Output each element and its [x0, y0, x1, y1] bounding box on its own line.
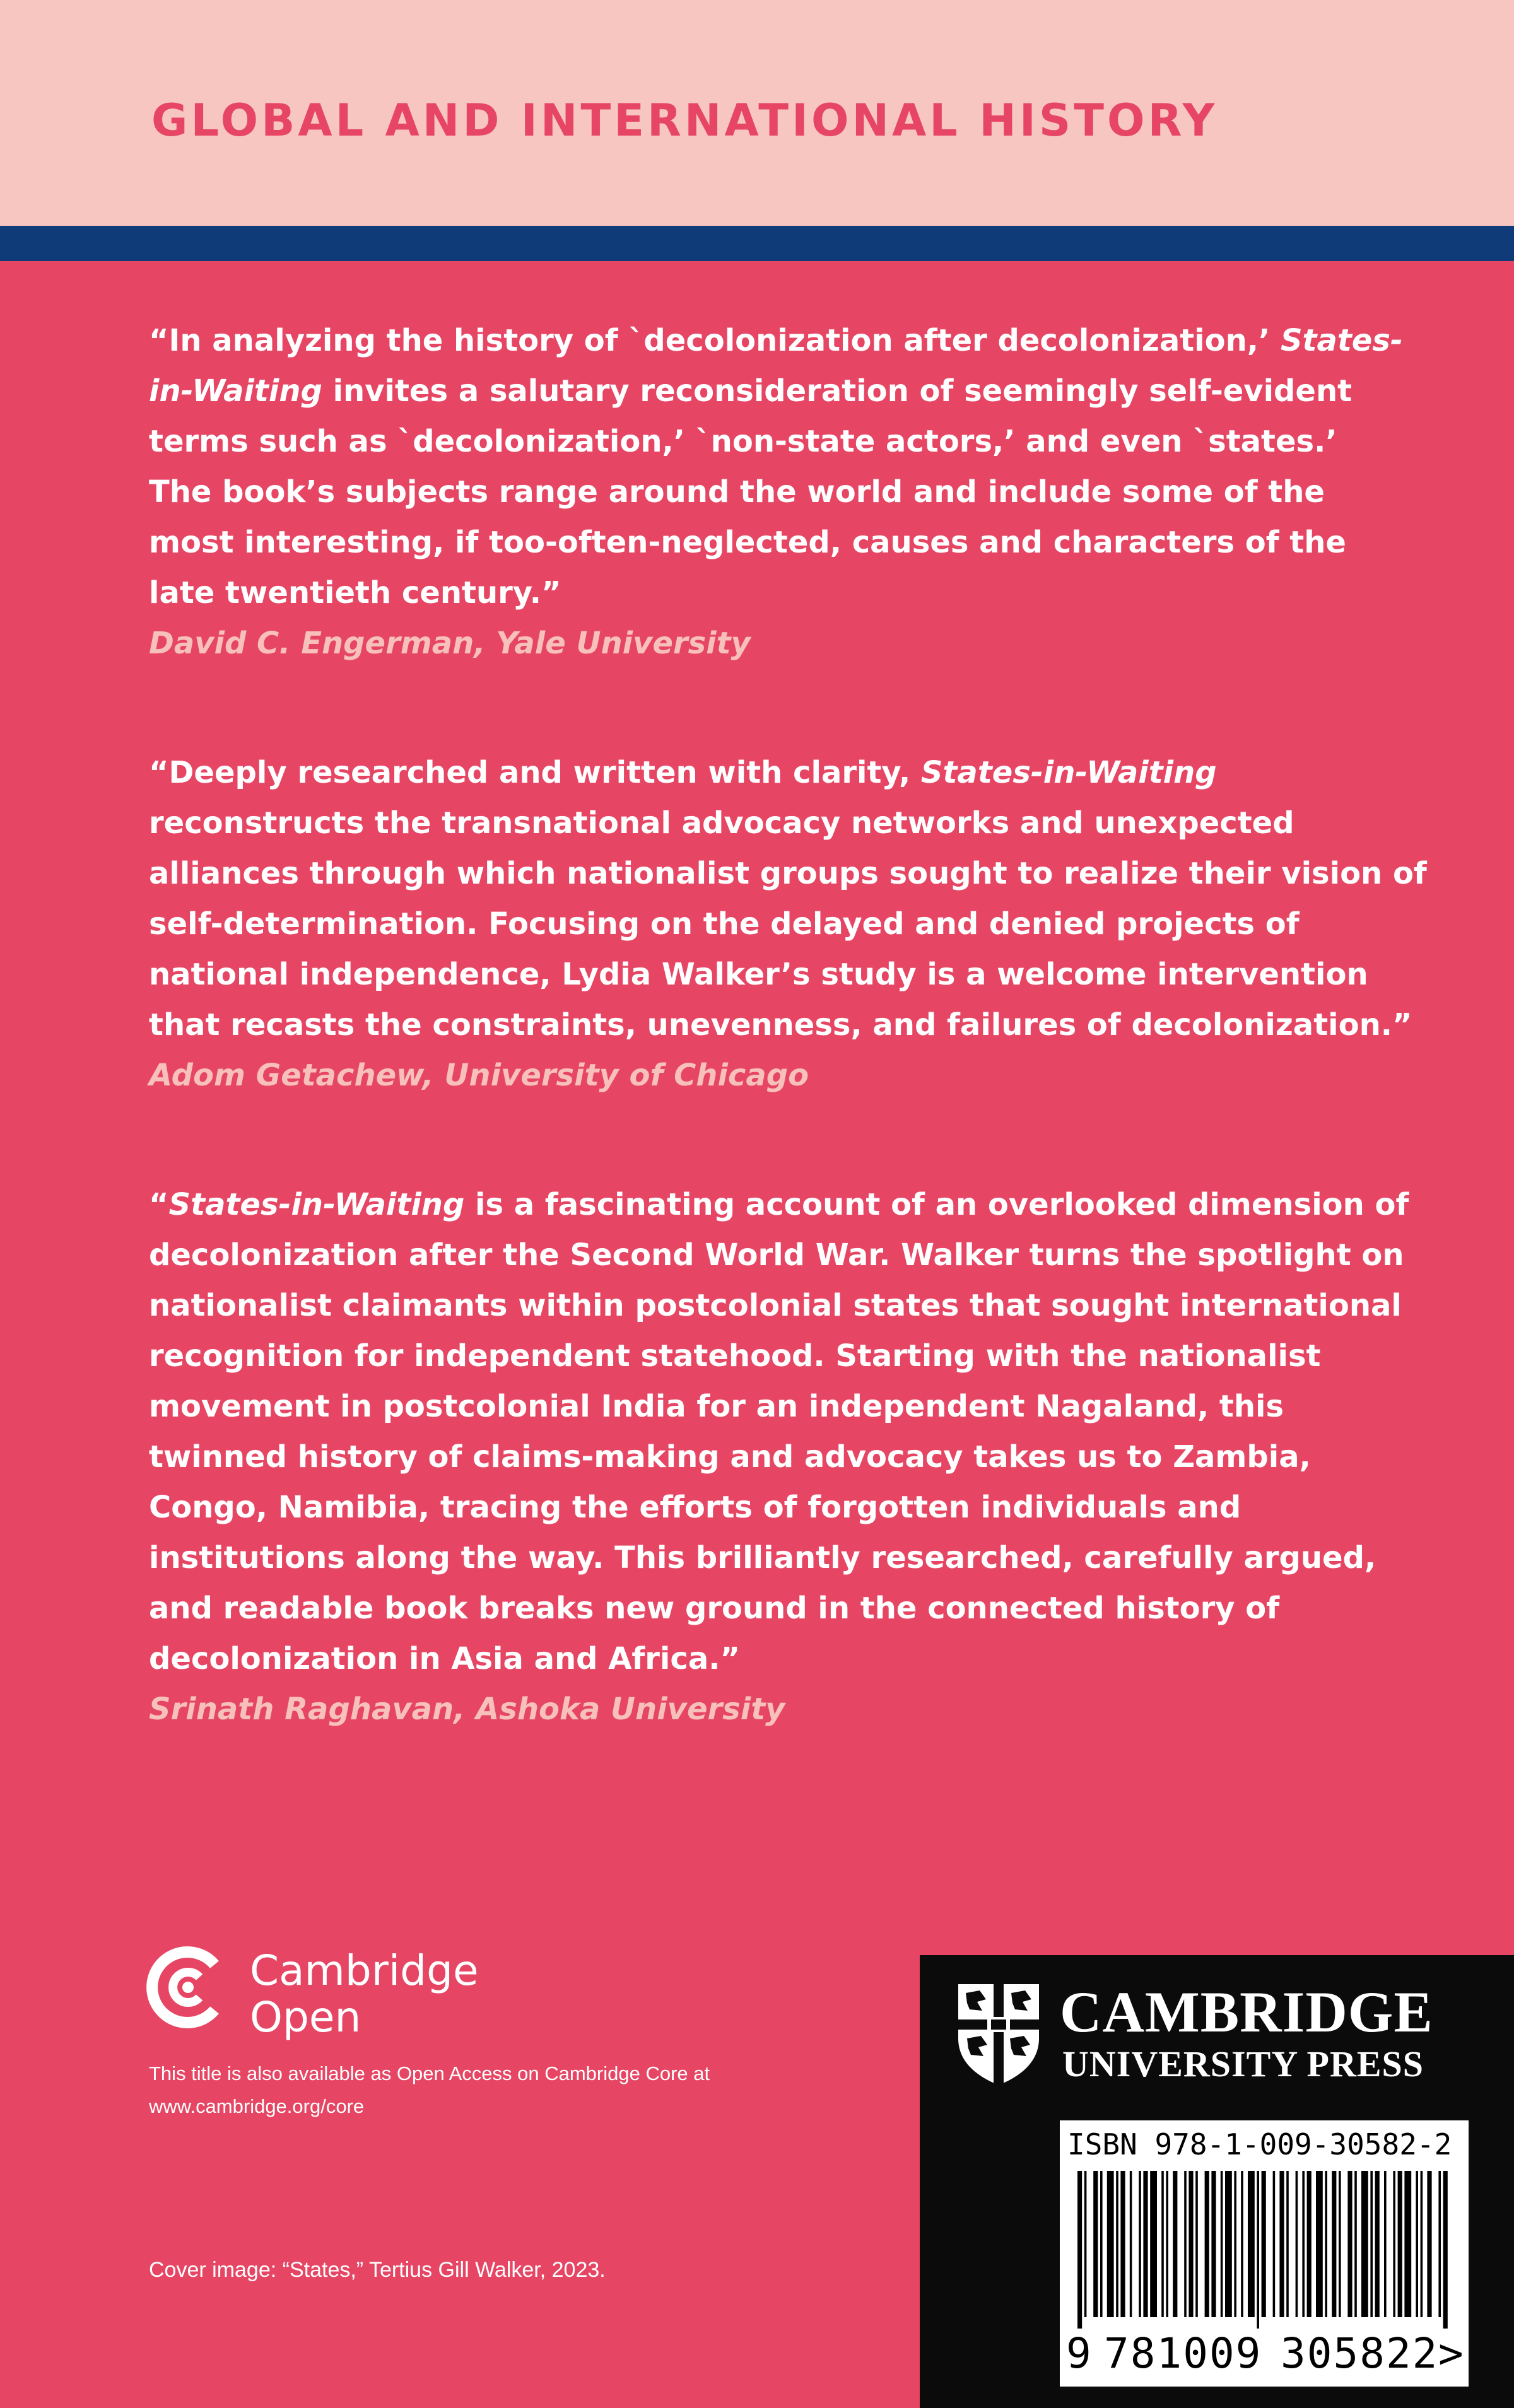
- isbn-label: ISBN 978-1-009-30582-2: [1067, 2127, 1452, 2161]
- barcode-bar: [1347, 2171, 1352, 2317]
- barcode-bar: [1421, 2171, 1423, 2317]
- barcode-bar: [1107, 2171, 1114, 2317]
- barcode-bar: [1150, 2171, 1157, 2317]
- endorsement-quote: [149, 315, 1404, 669]
- isbn-barcode: [1060, 2120, 1469, 2387]
- barcode-bar: [1273, 2171, 1276, 2317]
- barcode-bar: [1143, 2171, 1147, 2317]
- barcode-bar: [1416, 2171, 1418, 2317]
- quote-text-part: reconstructs the transnational advocacy networks and unexpected alliances through which nationalist groups sought to realize their vision of self-determination. Focusing on the delayed and denied projects of national independence, Lydia Walker’s study is a welcome intervention that recasts the constraints, unevenness, and failures of decolonization.”: [149, 805, 1427, 1043]
- barcode-bar: [1173, 2171, 1177, 2317]
- cambridge-open-line2: Open: [250, 1993, 361, 2042]
- quote-text-part: is a fascinating account of an overlooked dimension of decolonization after the Second World War. Walker turns the spotlight on nationalist claimants within postcolonial states that sought international recognition for independent statehood. Starting with the nationalist movement in postcolonial India for an independent Nagaland, this twinned history of claims-making and advocacy takes us to Zambia, Congo, Namibia, tracing the efforts of forgotten individuals and institutions along the way. This brilliantly researched, carefully argued, and readable book breaks new ground in the connected history of decolonization in Asia and Africa.”: [149, 1187, 1409, 1676]
- barcode-lead-digit: 9: [1066, 2329, 1091, 2378]
- barcode-bar: [1225, 2171, 1232, 2317]
- barcode-bar: [1384, 2171, 1387, 2317]
- quote-attribution: Srinath Raghavan, Ashoka University: [149, 1692, 785, 1727]
- barcode-arrow: >: [1438, 2329, 1464, 2378]
- barcode-bar: [1332, 2171, 1336, 2317]
- barcode-digits: [1060, 2329, 1469, 2379]
- barcode-bar: [1241, 2171, 1243, 2317]
- book-title-italic: States-in-Waiting: [168, 1187, 465, 1222]
- barcode-bar: [1195, 2171, 1198, 2317]
- barcode-bar: [1361, 2171, 1368, 2317]
- barcode-bar: [1325, 2171, 1327, 2317]
- barcode-bar: [1184, 2171, 1187, 2317]
- barcode-bar: [1116, 2171, 1118, 2317]
- barcode-bar: [1188, 2171, 1193, 2317]
- navy-divider: [0, 226, 1514, 261]
- cambridge-open-name: [250, 1948, 479, 2041]
- barcode-bar: [1234, 2171, 1236, 2317]
- barcode-bar: [1100, 2171, 1103, 2317]
- barcode-bar: [1354, 2171, 1357, 2317]
- publisher-block: [920, 1955, 1514, 2408]
- barcode-bar: [1375, 2171, 1380, 2317]
- quote-text-part: “Deeply researched and written with clarity,: [149, 755, 921, 790]
- barcode-bar: [1370, 2171, 1373, 2317]
- endorsements: [149, 315, 1427, 1813]
- barcode-bar: [1438, 2171, 1441, 2317]
- barcode-bar: [1286, 2171, 1289, 2317]
- quote-attribution: Adom Getachew, University of Chicago: [149, 1058, 809, 1093]
- barcode-bar: [1139, 2171, 1141, 2317]
- barcode-bar: [1296, 2171, 1298, 2317]
- barcode-bar: [1257, 2171, 1259, 2329]
- barcode-bar: [1279, 2171, 1284, 2317]
- cambridge-crest-icon: [954, 1980, 1043, 2088]
- quote-text: [149, 1179, 1423, 1684]
- publisher-name: CAMBRIDGE: [1060, 1980, 1433, 2044]
- barcode-bar: [1262, 2171, 1266, 2317]
- barcode-bar: [1130, 2171, 1132, 2317]
- cambridge-open-line1: Cambridge: [250, 1946, 479, 1995]
- quote-attribution: David C. Engerman, Yale University: [149, 626, 751, 661]
- endorsement-quote: [149, 1179, 1423, 1734]
- quote-text-part: “In analyzing the history of `decolonization after decolonization,’: [149, 323, 1281, 358]
- barcode-bar: [1398, 2171, 1402, 2317]
- quote-text-part: invites a salutary reconsideration of seemingly self-evident terms such as `decolonization,’ `non-state actors,’ and even `states.’ The book’s subjects range around the world and include some of the most interesting, if too-often-neglected, causes and characters of the late twentieth century.”: [149, 373, 1353, 611]
- quote-text: [149, 747, 1429, 1050]
- barcode-bar: [1307, 2171, 1312, 2317]
- barcode-bar: [1120, 2171, 1125, 2317]
- barcode-bar: [1166, 2171, 1168, 2317]
- series-title: GLOBAL AND INTERNATIONAL HISTORY: [151, 95, 1218, 146]
- barcode-bar: [1093, 2171, 1098, 2317]
- barcode-bar: [1161, 2171, 1164, 2317]
- barcode-left-digits: 781009: [1104, 2329, 1262, 2378]
- barcode-bar: [1084, 2171, 1087, 2317]
- barcode-bar: [1404, 2171, 1411, 2317]
- header-band: [0, 0, 1514, 226]
- book-title-italic: States-in-Waiting: [920, 755, 1217, 790]
- quote-text-part: “: [149, 1187, 169, 1222]
- barcode-bar: [1077, 2171, 1082, 2329]
- barcode-bar: [1221, 2171, 1223, 2317]
- barcode-icon: [1067, 2171, 1461, 2329]
- barcode-bar: [1211, 2171, 1216, 2317]
- barcode-bar: [1316, 2171, 1323, 2317]
- open-access-note: This title is also available as Open Access on Cambridge Core at www.cambridge.org/core: [149, 2062, 710, 2117]
- barcode-bar: [1339, 2171, 1341, 2317]
- book-title-italic: States-in-Waiting: [149, 323, 1403, 409]
- quote-text: [149, 315, 1404, 618]
- barcode-bar: [1393, 2171, 1395, 2317]
- barcode-bar: [1248, 2171, 1255, 2317]
- publisher-subname: UNIVERSITY PRESS: [1062, 2043, 1424, 2084]
- barcode-bar: [1427, 2171, 1431, 2317]
- cover-image-credit: Cover image: “States,” Tertius Gill Walker, 2023.: [149, 2258, 606, 2282]
- endorsement-quote: [149, 747, 1429, 1101]
- barcode-bar: [1205, 2171, 1209, 2317]
- barcode-bar: [1443, 2171, 1448, 2329]
- barcode-bar: [1302, 2171, 1305, 2317]
- cambridge-open-logo-icon: [146, 1946, 230, 2029]
- barcode-right-digits: 305822: [1281, 2329, 1439, 2378]
